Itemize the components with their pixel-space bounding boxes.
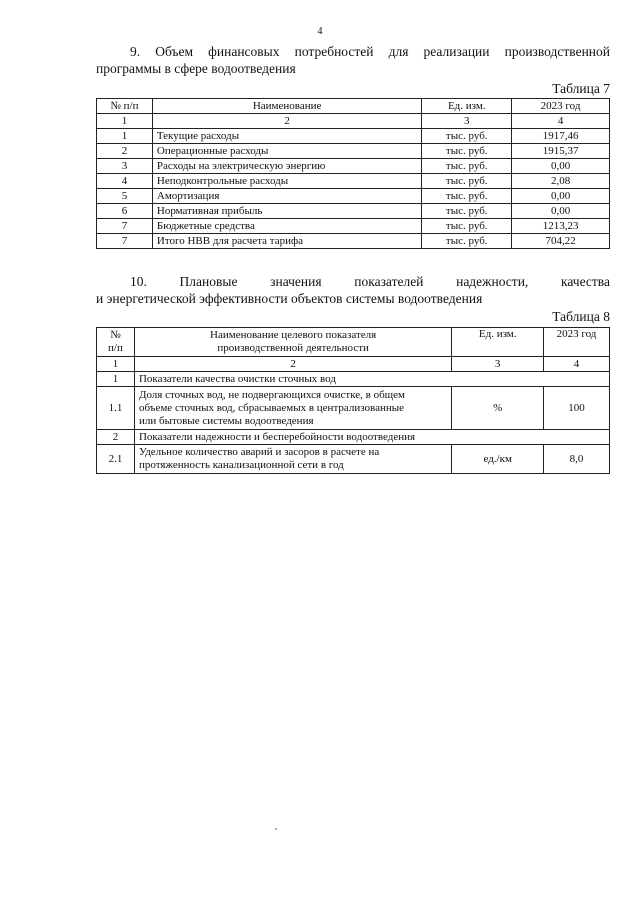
row-number: 2 [97,144,153,159]
row-name: Амортизация [152,189,421,204]
row-value: 0,00 [512,159,610,174]
table-8-header-year: 2023 год [544,328,610,357]
row-number: 4 [97,174,153,189]
row-value: 704,22 [512,234,610,249]
table-7-col-number: 4 [512,114,610,129]
row-name: Операционные расходы [152,144,421,159]
row-name: Бюджетные средства [152,219,421,234]
row-number: 1 [97,129,153,144]
row-value: 100 [544,387,610,430]
row-name-line: или бытовые системы водоотведения [138,414,314,427]
table-7-caption: Таблица 7 [552,81,610,96]
table-7-col-number: 2 [152,114,421,129]
table-row [97,445,610,474]
table-row [97,219,610,234]
table-8-header-name [134,328,451,357]
table-8-header-n-line-1: № [110,329,121,341]
row-name-line: Удельное количество аварий и засоров в расчете на [138,446,380,458]
row-number: 7 [97,219,153,234]
row-unit: тыс. руб. [422,174,512,189]
row-unit: тыс. руб. [422,189,512,204]
row-name [134,445,451,474]
row-unit: тыс. руб. [422,219,512,234]
row-value: 0,00 [512,189,610,204]
table-row [97,204,610,219]
section-10-heading-line-2: и энергетической эффективности объектов системы водоотведения [96,291,483,306]
row-number: 3 [97,159,153,174]
group-number: 1 [97,372,135,387]
row-unit: тыс. руб. [422,204,512,219]
row-unit: % [452,387,544,430]
table-7-numbering-row [97,114,610,129]
table-8-group-row [97,372,610,387]
table-8-header-name-line-2: производственной деятельности [217,342,369,354]
row-number: 7 [97,234,153,249]
table-8-caption: Таблица 8 [552,309,610,324]
row-value: 0,00 [512,204,610,219]
table-7 [96,98,610,249]
row-value: 1915,37 [512,144,610,159]
table-7-col-number: 3 [422,114,512,129]
table-7-header-year: 2023 год [512,99,610,114]
row-name: Нормативная прибыль [152,204,421,219]
row-name [134,387,451,430]
section-9-heading [96,43,610,77]
table-8-col-number: 2 [134,357,451,372]
row-number: 6 [97,204,153,219]
table-row [97,387,610,430]
row-name: Итого НВВ для расчета тарифа [152,234,421,249]
table-row [97,144,610,159]
scan-speck [275,828,277,830]
row-value: 2,08 [512,174,610,189]
table-7-header-unit: Ед. изм. [422,99,512,114]
table-7-header-name: Наименование [152,99,421,114]
row-unit: тыс. руб. [422,129,512,144]
row-name: Расходы на электрическую энергию [152,159,421,174]
table-8-header-n-line-2: п/п [108,342,123,354]
page-number: 4 [317,26,323,37]
table-8-header-name-line-1: Наименование целевого показателя [210,329,377,341]
row-name-line: Доля сточных вод, не подвергающихся очистке, в общем [138,388,405,401]
row-unit: тыс. руб. [422,144,512,159]
row-value: 1917,46 [512,129,610,144]
table-8-col-number: 1 [97,357,135,372]
row-unit: тыс. руб. [422,159,512,174]
table-row [97,234,610,249]
row-number: 1.1 [97,387,135,430]
row-name-line: объеме сточных вод, сбрасываемых в централизованные [138,401,404,414]
table-row [97,174,610,189]
table-8 [96,327,610,474]
row-value: 8,0 [544,445,610,474]
row-name-line: протяженность канализационной сети в год [138,459,344,471]
group-title: Показатели качества очистки сточных вод [134,372,609,387]
table-8-numbering-row [97,357,610,372]
row-unit: ед./км [452,445,544,474]
row-name: Текущие расходы [152,129,421,144]
table-8-col-number: 3 [452,357,544,372]
row-value: 1213,23 [512,219,610,234]
table-row [97,189,610,204]
group-number: 2 [97,430,135,445]
table-8-header-n [97,328,135,357]
table-row [97,159,610,174]
table-8-header-unit: Ед. изм. [452,328,544,357]
section-10-heading [96,273,610,307]
row-number: 5 [97,189,153,204]
table-7-header-row [97,99,610,114]
section-9-heading-line-2: программы в сфере водоотведения [96,61,296,76]
table-7-col-number: 1 [97,114,153,129]
row-unit: тыс. руб. [422,234,512,249]
table-8-col-number: 4 [544,357,610,372]
section-10-heading-line-1: 10. Плановые значения показателей надежности, качества [130,274,610,289]
table-7-header-n: № п/п [97,99,153,114]
table-8-header-row [97,328,610,357]
row-number: 2.1 [97,445,135,474]
table-row [97,129,610,144]
table-8-group-row [97,430,610,445]
row-name: Неподконтрольные расходы [152,174,421,189]
section-9-heading-line-1: 9. Объем финансовых потребностей для реализации производственной [130,44,610,59]
group-title: Показатели надежности и бесперебойности водоотведения [134,430,609,445]
